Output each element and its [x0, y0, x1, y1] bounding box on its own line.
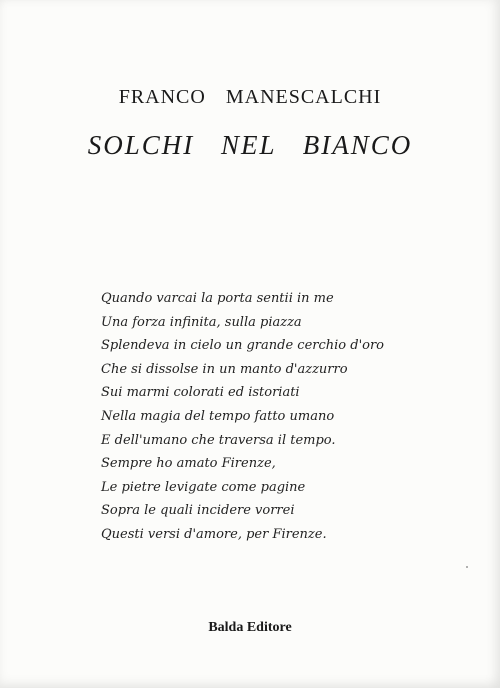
poem	[101, 287, 431, 547]
poem-line: E dell'umano che traversa il tempo.	[101, 432, 336, 448]
book-title: SOLCHI NEL BIANCO	[87, 130, 413, 160]
poem-line: Quando varcai la porta sentii in me	[101, 291, 334, 306]
poem-line: Le pietre levigate come pagine	[101, 479, 306, 495]
poem-line: Sempre ho amato Firenze,	[101, 456, 276, 472]
publisher-name: Balda Editore	[208, 620, 292, 635]
poem-line: Questi versi d'amore, per Firenze.	[101, 526, 327, 542]
poem-line: Una forza infinita, sulla piazza	[101, 314, 302, 330]
poem-line: Sopra le quali incidere vorrei	[101, 503, 295, 519]
paper-speck	[466, 566, 468, 568]
poem-line: Che si dissolse in un manto d'azzurro	[101, 361, 348, 377]
poem-line: Splendeva in cielo un grande cerchio d'oro	[101, 338, 385, 354]
author-name: FRANCO MANESCALCHI	[118, 86, 382, 108]
poem-line: Sui marmi colorati ed istoriati	[101, 385, 300, 401]
poem-line: Nella magia del tempo fatto umano	[101, 408, 335, 424]
